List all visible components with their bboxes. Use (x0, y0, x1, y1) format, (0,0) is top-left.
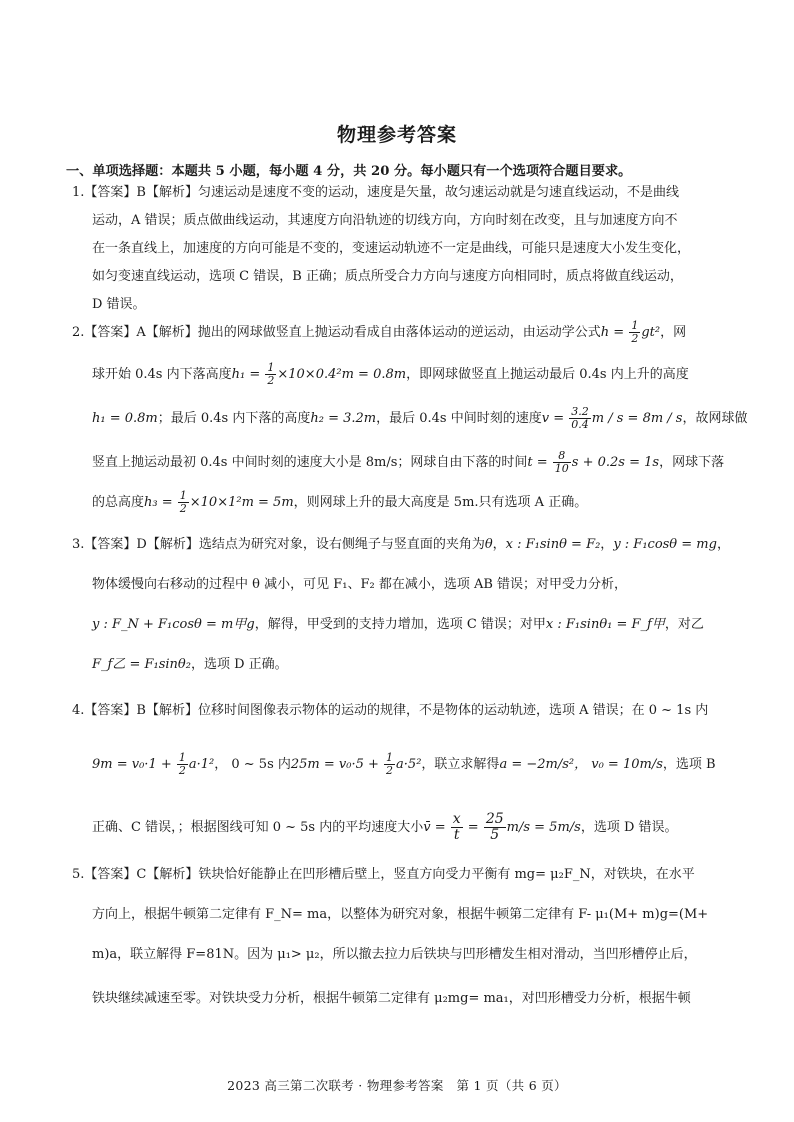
q2-text: ，网球下落 (659, 455, 725, 470)
q1-line-2: 运动，A 错误；质点做曲线运动，其速度方向沿轨迹的切线方向，方向时刻在改变，且与加速度方向不 (92, 213, 678, 228)
page-footer: 2023 高三第二次联考 · 物理参考答案 第 1 页（共 6 页） (227, 1078, 567, 1093)
q5-line-3: m)a，联立解得 F=81N。因为 μ₁> μ₂，所以撤去拉力后铁块与凹形槽发生相对滑动，当凹形槽停止后， (92, 947, 697, 962)
q2-text: 2.【答案】A【解析】抛出的网球做竖直上抛运动看成自由落体运动的逆运动，由运动学公式 (72, 325, 601, 340)
q3-line-3 (92, 618, 704, 631)
q3-text: ， (492, 537, 506, 552)
q2-text: ，即网球做竖直上抛运动最后 0.4s 内上升的高度 (406, 367, 689, 382)
q2-text: 的总高度 (92, 495, 145, 510)
q2-line-5 (92, 490, 587, 515)
q5-line-4: 铁块继续减速至零。对铁块受力分析，根据牛顿第二定律有 μ₂mg= ma₁，对凹形槽受力分析，根据牛顿 (92, 991, 691, 1006)
q5-line-2: 方向上，根据牛顿第二定律有 F_N= ma，以整体为研究对象，根据牛顿第二定律有 F- μ₁(M+ m)g=(M+ (92, 907, 709, 922)
q2-text: ，则网球上升的最大高度是 5m.只有选项 A 正确。 (293, 495, 588, 510)
q1-line-1: 1.【答案】B【解析】匀速运动是速度不变的运动，速度是矢量，故匀速运动就是匀速直线运动，不是曲线 (72, 185, 679, 200)
q3-line-2: 物体缓慢向右移动的过程中 θ 减小，可见 F₁、F₂ 都在减小，选项 AB 错误；对甲受力分析， (92, 577, 628, 592)
q5-line-1: 5.【答案】C【解析】铁块恰好能静止在凹形槽后壁上，竖直方向受力平衡有 mg= μ₂F_N，对铁块，在水平 (72, 867, 695, 882)
q2-text: 球开始 0.4s 内下落高度 (92, 367, 232, 382)
formula-theta: θ (484, 537, 493, 552)
formula-a-v0: a = −2m/s²， v₀ = 10m/s (499, 757, 663, 772)
q1-line-5: D 错误。 (92, 297, 146, 312)
q2-text: ；最后 0.4s 内下落的高度 (157, 411, 311, 426)
q3-text: ，选项 D 正确。 (190, 657, 288, 672)
q4-text: ，选项 D 错误。 (580, 820, 678, 835)
q3-text: ，解得，甲受到的支持力增加，选项 C 错误；对甲 (254, 617, 546, 632)
q2-line-1 (72, 320, 686, 345)
page-title: 物理参考答案 (336, 124, 457, 146)
formula-h1-value: h₁ = 0.8m (92, 411, 158, 426)
formula-h: h = $\frac{1}{2}$ gt² (600, 319, 661, 345)
q4-line-3 (92, 812, 678, 843)
formula-y-jia: y : F_N + F₁cosθ = m甲g (92, 617, 255, 632)
q4-line-1: 4.【答案】B【解析】位移时间图像表示物体的运动的规律，不是物体的运动轨迹，选项 A 错误；在 0 ~ 1s 内 (72, 703, 709, 718)
q2-text: ，网 (660, 325, 687, 340)
q3-line-4 (92, 658, 288, 671)
q3-text: 3.【答案】D【解析】选结点为研究对象，设右侧绳子与竖直面的夹角为 (72, 537, 485, 552)
formula-h3: h₃ = $\frac{1}{2}$ ×10×1²m = 5m (144, 489, 294, 515)
q2-text: ，最后 0.4s 中间时刻的速度 (376, 411, 542, 426)
q2-line-2 (92, 362, 689, 387)
q3-text: ，对乙 (664, 617, 704, 632)
formula-t: t = $\frac{8}{10}$ s + 0.2s = 1s (527, 449, 660, 475)
q4-text: ，联立求解得 (421, 757, 500, 772)
q2-text: 竖直上抛运动最初 0.4s 中间时刻的速度大小是 8m/s；网球自由下落的时间 (92, 455, 528, 470)
q1-line-4: 如匀变速直线运动，选项 C 错误，B 正确；质点所受合力方向与速度方向相同时，质点将做直线运动， (92, 269, 683, 284)
formula-25m: 25m = v₀·5 + $\frac{1}{2}$ a·5² (290, 751, 422, 777)
formula-avg-v: v̄ = $\frac{x}{t}$ = $\frac{25}{5}$ m/s = 5m/s (423, 811, 581, 843)
formula-x-jia: x : F₁sinθ₁ = F_f甲 (545, 617, 665, 632)
formula-y-eq: y : F₁cosθ = mg (613, 537, 717, 552)
formula-h2: h₂ = 3.2m (310, 411, 377, 426)
q3-line-1: 3.【答案】D【解析】选结点为研究对象，设右侧绳子与竖直面的夹角为θ，x : F₁sinθ = F₂，y : F₁cosθ = mg， (72, 537, 730, 552)
section-heading: 一、单项选择题：本题共 5 小题，每小题 4 分，共 20 分。每小题只有一个选项符合题目要求。 (66, 164, 632, 179)
formula-h1: h₁ = $\frac{1}{2}$ ×10×0.4²m = 0.8m (231, 361, 407, 387)
q4-text: ，选项 B (662, 757, 716, 772)
q2-text: ，故网球做 (682, 411, 748, 426)
formula-v: v = $\frac{3.2}{0.4}$ m / s = 8m / s (541, 405, 683, 431)
q4-text: 正确、C 错误，；根据图线可知 0 ~ 5s 内的平均速度大小 (92, 820, 424, 835)
formula-9m: 9m = v₀·1 + $\frac{1}{2}$ a·1² (92, 751, 215, 777)
q2-line-4 (92, 450, 724, 475)
q1-line-3: 在一条直线上，加速度的方向可能是不变的，变速运动轨迹不一定是曲线，可能只是速度大小发生变化， (92, 241, 691, 256)
q4-text: ， 0 ~ 5s 内 (214, 757, 291, 772)
q4-line-2 (92, 752, 716, 777)
formula-x-eq: x : F₁sinθ = F₂ (505, 537, 601, 552)
formula-f-yi: F_f乙 = F₁sinθ₂ (92, 657, 191, 672)
q2-line-3 (92, 406, 748, 431)
